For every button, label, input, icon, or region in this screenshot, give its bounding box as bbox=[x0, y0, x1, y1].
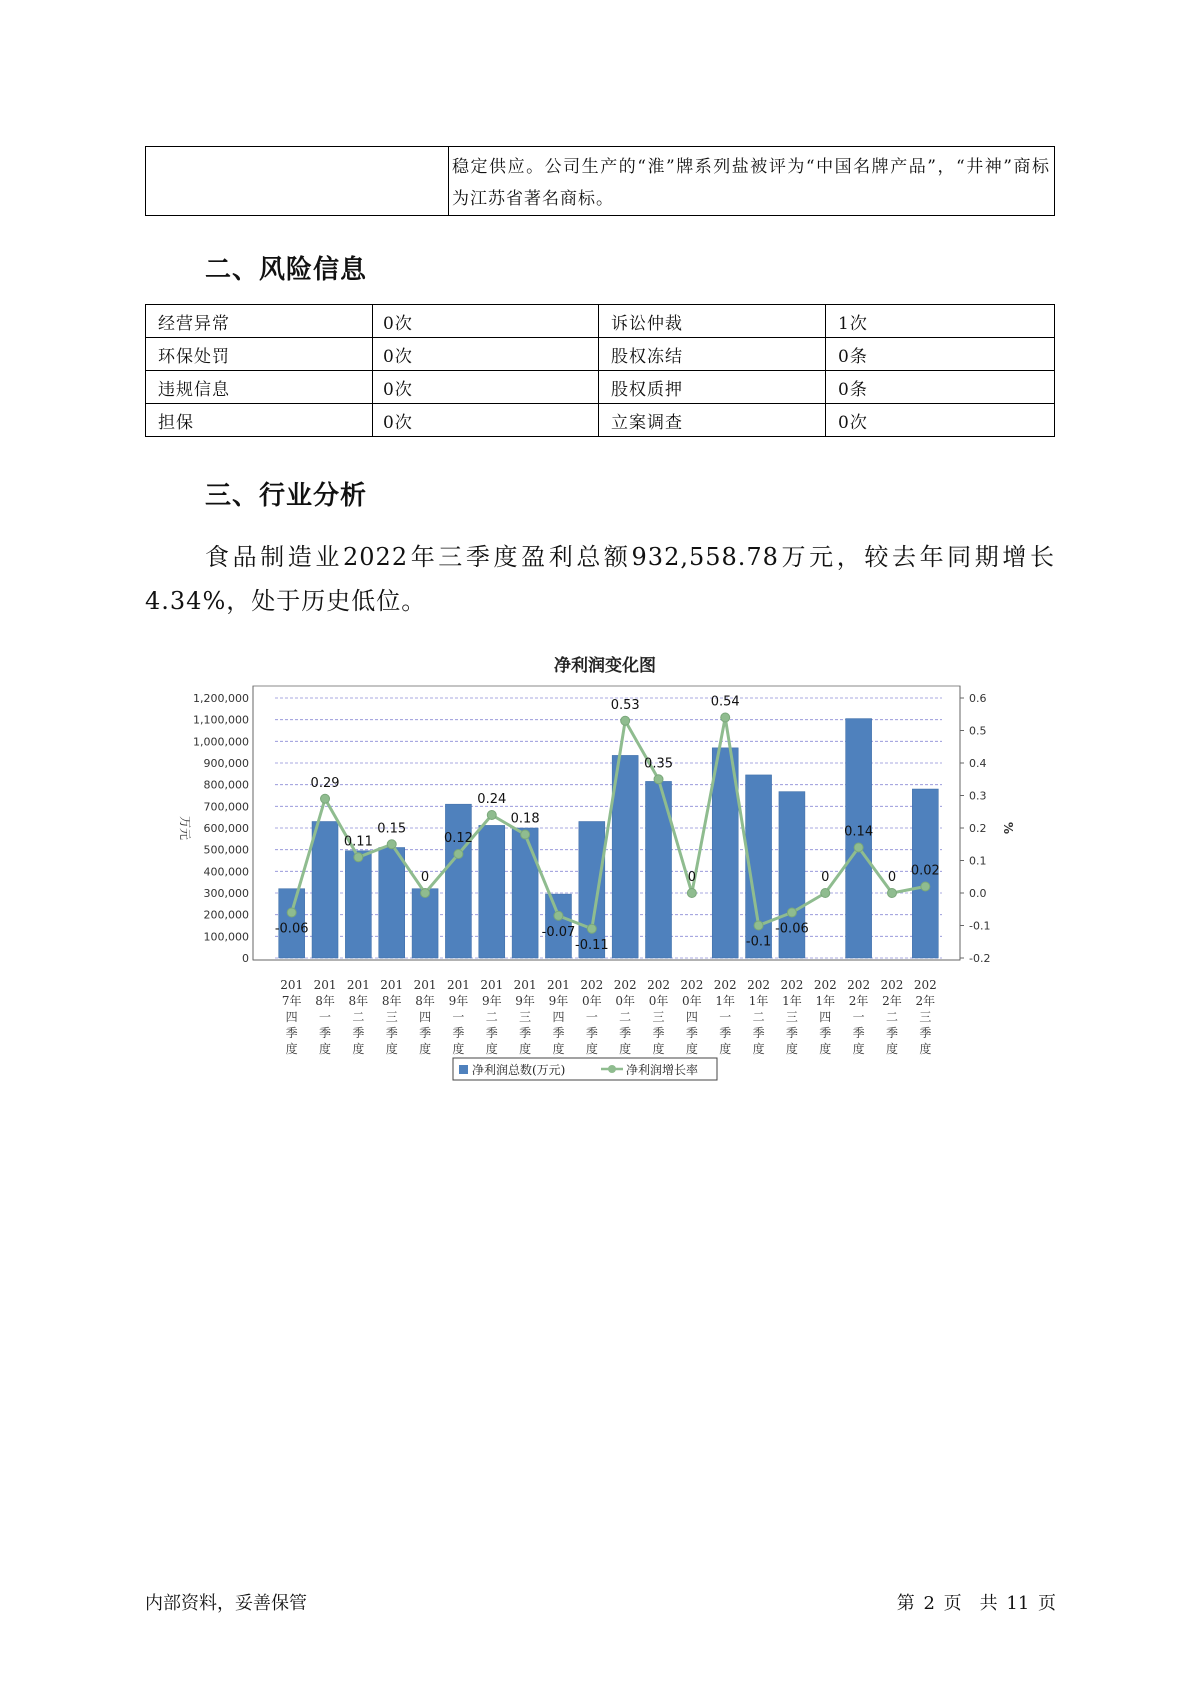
x-tick-label: 1年 bbox=[782, 994, 802, 1008]
x-tick-label: 0年 bbox=[615, 994, 635, 1008]
x-tick-label: 9年 bbox=[515, 994, 535, 1008]
x-tick-label: 度 bbox=[752, 1042, 765, 1056]
growth-rate-label: 0.54 bbox=[710, 694, 740, 710]
x-tick-label: 二 bbox=[485, 1010, 498, 1024]
growth-rate-point bbox=[454, 850, 463, 859]
x-tick-label: 四 bbox=[685, 1010, 698, 1024]
x-tick-label: 季 bbox=[752, 1026, 765, 1040]
risk-table bbox=[145, 304, 1055, 437]
x-tick-label: 度 bbox=[619, 1042, 632, 1056]
growth-rate-label: 0 bbox=[420, 870, 430, 885]
x-tick-label: 三 bbox=[919, 1010, 932, 1024]
growth-rate-point bbox=[754, 921, 763, 930]
risk-label: 担保 bbox=[146, 404, 373, 437]
growth-rate-label: 0.35 bbox=[644, 756, 674, 772]
y-tick-label: 200,000 bbox=[203, 908, 249, 922]
growth-rate-label: 0.29 bbox=[310, 775, 340, 791]
x-tick-label: 0年 bbox=[682, 994, 702, 1008]
x-tick-label: 三 bbox=[385, 1010, 398, 1024]
growth-rate-label: 0.24 bbox=[477, 792, 507, 807]
risk-row bbox=[146, 305, 1055, 338]
x-tick-label: 202 bbox=[813, 978, 837, 992]
x-tick-label: 三 bbox=[519, 1010, 532, 1024]
growth-rate-point bbox=[554, 911, 563, 920]
growth-rate-point bbox=[354, 853, 363, 862]
legend-bar-label: 净利润总数(万元) bbox=[472, 1063, 566, 1077]
x-tick-label: 季 bbox=[419, 1026, 432, 1040]
y-tick-label: 800,000 bbox=[203, 778, 249, 792]
risk-value: 1次 bbox=[826, 305, 1055, 338]
x-tick-label: 1年 bbox=[815, 994, 836, 1008]
growth-rate-label: 0.15 bbox=[377, 821, 407, 837]
x-tick-label: 度 bbox=[319, 1042, 332, 1056]
x-tick-label: 度 bbox=[419, 1042, 432, 1056]
x-tick-label: 季 bbox=[285, 1026, 298, 1040]
x-tick-label: 季 bbox=[319, 1026, 332, 1040]
x-tick-label: 季 bbox=[352, 1026, 365, 1040]
y2-tick-label: 0.5 bbox=[969, 724, 987, 738]
x-tick-label: 202 bbox=[847, 978, 871, 992]
risk-label: 环保处罚 bbox=[146, 338, 373, 371]
x-tick-label: 度 bbox=[785, 1042, 798, 1056]
risk-value: 0次 bbox=[826, 404, 1055, 437]
chart-title: 净利润变化图 bbox=[554, 656, 656, 676]
x-tick-label: 201 bbox=[547, 978, 570, 992]
x-tick-label: 201 bbox=[313, 978, 337, 992]
bar bbox=[412, 889, 438, 958]
legend-line-label: 净利润增长率 bbox=[626, 1063, 699, 1077]
x-tick-label: 季 bbox=[852, 1026, 865, 1040]
growth-rate-point bbox=[621, 716, 630, 725]
x-tick-label: 季 bbox=[819, 1026, 832, 1040]
growth-rate-label: 0.11 bbox=[343, 834, 373, 850]
x-tick-label: 202 bbox=[613, 978, 637, 992]
risk-value: 0次 bbox=[373, 404, 599, 437]
x-tick-label: 202 bbox=[880, 978, 904, 992]
y-tick-label: 600,000 bbox=[203, 822, 249, 835]
x-tick-label: 1年 bbox=[715, 994, 736, 1008]
growth-rate-label: 0.18 bbox=[510, 811, 540, 827]
x-tick-label: 202 bbox=[680, 978, 704, 992]
x-tick-label: 二 bbox=[885, 1010, 898, 1024]
y-tick-label: 1,000,000 bbox=[193, 735, 249, 749]
legend-line-marker bbox=[608, 1065, 616, 1073]
x-tick-label: 四 bbox=[552, 1010, 565, 1024]
growth-rate-point bbox=[287, 908, 296, 917]
growth-rate-label: 0.02 bbox=[910, 863, 940, 879]
x-tick-label: 季 bbox=[619, 1026, 632, 1040]
x-tick-label: 0年 bbox=[648, 994, 669, 1008]
growth-rate-point bbox=[921, 882, 930, 891]
x-tick-label: 四 bbox=[819, 1010, 832, 1024]
x-tick-label: 季 bbox=[719, 1026, 732, 1040]
x-tick-label: 度 bbox=[485, 1042, 498, 1056]
y-tick-label: 700,000 bbox=[203, 800, 249, 814]
x-tick-label: 2年 bbox=[848, 994, 869, 1008]
net-profit-chart bbox=[165, 640, 1015, 1100]
risk-value: 0条 bbox=[826, 371, 1055, 404]
growth-rate-point bbox=[521, 830, 530, 839]
y-tick-label: 0 bbox=[242, 952, 249, 965]
risk-row bbox=[146, 404, 1055, 437]
x-tick-label: 8年 bbox=[315, 994, 335, 1008]
x-tick-label: 202 bbox=[713, 978, 737, 992]
x-tick-label: 度 bbox=[285, 1042, 298, 1056]
intro-text-cell: 稳定供应。公司生产的“淮”牌系列盐被评为“中国名牌产品”，“井神”商标为江苏省著名商标。 bbox=[449, 147, 1055, 216]
risk-row bbox=[146, 371, 1055, 404]
risk-value: 0条 bbox=[826, 338, 1055, 371]
growth-rate-label: -0.06 bbox=[274, 921, 309, 937]
risk-label: 股权冻结 bbox=[599, 338, 826, 371]
x-tick-label: 度 bbox=[519, 1042, 532, 1056]
growth-rate-label: 0.14 bbox=[844, 824, 874, 840]
growth-rate-point bbox=[421, 889, 430, 898]
x-tick-label: 202 bbox=[913, 978, 937, 992]
bar bbox=[345, 851, 371, 958]
y-tick-label: 300,000 bbox=[203, 887, 249, 900]
intro-label-cell bbox=[146, 147, 449, 216]
y-tick-label: 100,000 bbox=[203, 930, 249, 944]
risk-value: 0次 bbox=[373, 371, 599, 404]
growth-rate-point bbox=[321, 794, 330, 803]
growth-rate-label: -0.06 bbox=[775, 921, 809, 937]
x-tick-label: 8年 bbox=[415, 994, 435, 1008]
growth-rate-label: 0.12 bbox=[443, 831, 473, 846]
x-tick-label: 一 bbox=[585, 1010, 598, 1024]
x-tick-label: 9年 bbox=[448, 994, 469, 1008]
growth-rate-point bbox=[654, 775, 663, 784]
x-tick-label: 201 bbox=[413, 978, 437, 992]
x-tick-label: 季 bbox=[785, 1026, 798, 1040]
y2-tick-label: -0.1 bbox=[969, 919, 991, 933]
growth-rate-point bbox=[787, 908, 796, 917]
y2-tick-label: 0.0 bbox=[969, 887, 987, 900]
company-intro-table bbox=[145, 146, 1055, 216]
x-tick-label: 季 bbox=[585, 1026, 598, 1040]
growth-rate-point bbox=[887, 889, 896, 898]
growth-rate-point bbox=[587, 924, 596, 933]
x-tick-label: 度 bbox=[452, 1042, 465, 1056]
x-tick-label: 度 bbox=[885, 1042, 898, 1056]
y2-tick-label: 0.3 bbox=[969, 789, 987, 803]
growth-rate-label: 0 bbox=[687, 870, 697, 885]
x-tick-label: 度 bbox=[352, 1042, 365, 1056]
x-tick-label: 度 bbox=[852, 1042, 865, 1056]
y2-tick-label: 0.4 bbox=[969, 757, 987, 770]
x-tick-label: 季 bbox=[552, 1026, 565, 1040]
x-tick-label: 2年 bbox=[882, 994, 902, 1008]
x-tick-label: 9年 bbox=[548, 994, 569, 1008]
risk-label: 立案调查 bbox=[599, 404, 826, 437]
x-tick-label: 度 bbox=[552, 1042, 565, 1056]
x-tick-label: 三 bbox=[652, 1010, 665, 1024]
x-tick-label: 季 bbox=[885, 1026, 898, 1040]
risk-label: 诉讼仲裁 bbox=[599, 305, 826, 338]
x-tick-label: 季 bbox=[485, 1026, 498, 1040]
risk-label: 经营异常 bbox=[146, 305, 373, 338]
growth-rate-label: 0 bbox=[821, 870, 830, 885]
x-tick-label: 9年 bbox=[481, 994, 502, 1008]
x-tick-label: 季 bbox=[919, 1026, 932, 1040]
x-tick-label: 四 bbox=[285, 1010, 298, 1024]
risk-row bbox=[146, 338, 1055, 371]
x-tick-label: 一 bbox=[452, 1010, 465, 1024]
footer-confidential: 内部资料，妥善保管 bbox=[145, 1593, 307, 1614]
x-tick-label: 201 bbox=[446, 978, 470, 992]
x-tick-label: 度 bbox=[819, 1042, 832, 1056]
x-tick-label: 202 bbox=[647, 978, 670, 992]
x-tick-label: 度 bbox=[719, 1042, 732, 1056]
risk-heading: 二、风险信息 bbox=[205, 255, 368, 285]
x-tick-label: 度 bbox=[585, 1042, 598, 1056]
bar bbox=[379, 848, 405, 959]
x-tick-label: 度 bbox=[685, 1042, 698, 1056]
x-tick-label: 201 bbox=[480, 978, 504, 992]
x-tick-label: 二 bbox=[352, 1010, 365, 1024]
x-tick-label: 一 bbox=[719, 1010, 732, 1024]
bar bbox=[312, 822, 338, 959]
x-tick-label: 二 bbox=[752, 1010, 765, 1024]
y2-tick-label: 0.2 bbox=[969, 822, 987, 835]
x-tick-label: 8年 bbox=[381, 994, 402, 1008]
industry-heading: 三、行业分析 bbox=[205, 481, 368, 511]
x-tick-label: 1年 bbox=[748, 994, 769, 1008]
x-tick-label: 三 bbox=[785, 1010, 798, 1024]
y2-tick-label: -0.2 bbox=[969, 952, 991, 965]
y-axis-title: 万元 bbox=[178, 815, 192, 841]
legend-bar-swatch bbox=[459, 1065, 468, 1074]
footer-page-number: 第 2 页 共 11 页 bbox=[896, 1593, 1056, 1614]
growth-rate-point bbox=[854, 843, 863, 852]
growth-rate-point bbox=[387, 840, 396, 849]
x-tick-label: 季 bbox=[652, 1026, 665, 1040]
x-tick-label: 二 bbox=[619, 1010, 632, 1024]
x-tick-label: 201 bbox=[513, 978, 537, 992]
growth-rate-label: 0 bbox=[887, 870, 897, 885]
growth-rate-label: 0.53 bbox=[610, 697, 640, 713]
x-tick-label: 2年 bbox=[915, 994, 936, 1008]
y-tick-label: 1,200,000 bbox=[193, 692, 249, 705]
y-tick-label: 900,000 bbox=[203, 757, 249, 770]
x-tick-label: 季 bbox=[519, 1026, 532, 1040]
x-tick-label: 202 bbox=[747, 978, 771, 992]
x-tick-label: 7年 bbox=[281, 994, 302, 1008]
x-tick-label: 8年 bbox=[348, 994, 369, 1008]
x-tick-label: 度 bbox=[652, 1042, 665, 1056]
risk-label: 违规信息 bbox=[146, 371, 373, 404]
y2-tick-label: 0.1 bbox=[969, 854, 987, 868]
y-tick-label: 1,100,000 bbox=[193, 713, 249, 727]
bar bbox=[479, 825, 505, 958]
x-tick-label: 201 bbox=[280, 978, 304, 992]
x-tick-label: 0年 bbox=[582, 994, 602, 1008]
x-tick-label: 季 bbox=[685, 1026, 698, 1040]
growth-rate-label: -0.07 bbox=[541, 924, 576, 940]
x-tick-label: 季 bbox=[385, 1026, 398, 1040]
risk-value: 0次 bbox=[373, 338, 599, 371]
x-tick-label: 度 bbox=[919, 1042, 932, 1056]
growth-rate-point bbox=[721, 713, 730, 722]
x-tick-label: 一 bbox=[319, 1010, 332, 1024]
bar bbox=[445, 804, 471, 958]
growth-rate-point bbox=[687, 889, 696, 898]
x-tick-label: 202 bbox=[580, 978, 604, 992]
industry-paragraph: 食品制造业2022年三季度盈利总额932,558.78万元，较去年同期增长4.34%，处于历史低位。 bbox=[145, 543, 1055, 615]
x-tick-label: 201 bbox=[380, 978, 404, 992]
y2-tick-label: 0.6 bbox=[969, 692, 987, 705]
x-tick-label: 202 bbox=[780, 978, 804, 992]
growth-rate-point bbox=[487, 811, 496, 820]
y-tick-label: 400,000 bbox=[203, 865, 249, 879]
x-tick-label: 季 bbox=[452, 1026, 465, 1040]
growth-rate-label: -0.1 bbox=[745, 934, 772, 950]
bar bbox=[512, 828, 538, 958]
growth-rate-point bbox=[821, 889, 830, 898]
y-tick-label: 500,000 bbox=[203, 843, 249, 857]
x-tick-label: 201 bbox=[346, 978, 370, 992]
risk-value: 0次 bbox=[373, 305, 599, 338]
risk-label: 股权质押 bbox=[599, 371, 826, 404]
x-tick-label: 四 bbox=[419, 1010, 432, 1024]
growth-rate-label: -0.11 bbox=[575, 937, 609, 953]
x-tick-label: 度 bbox=[385, 1042, 398, 1056]
x-tick-label: 一 bbox=[852, 1010, 865, 1024]
y2-axis-title: % bbox=[1001, 821, 1015, 835]
